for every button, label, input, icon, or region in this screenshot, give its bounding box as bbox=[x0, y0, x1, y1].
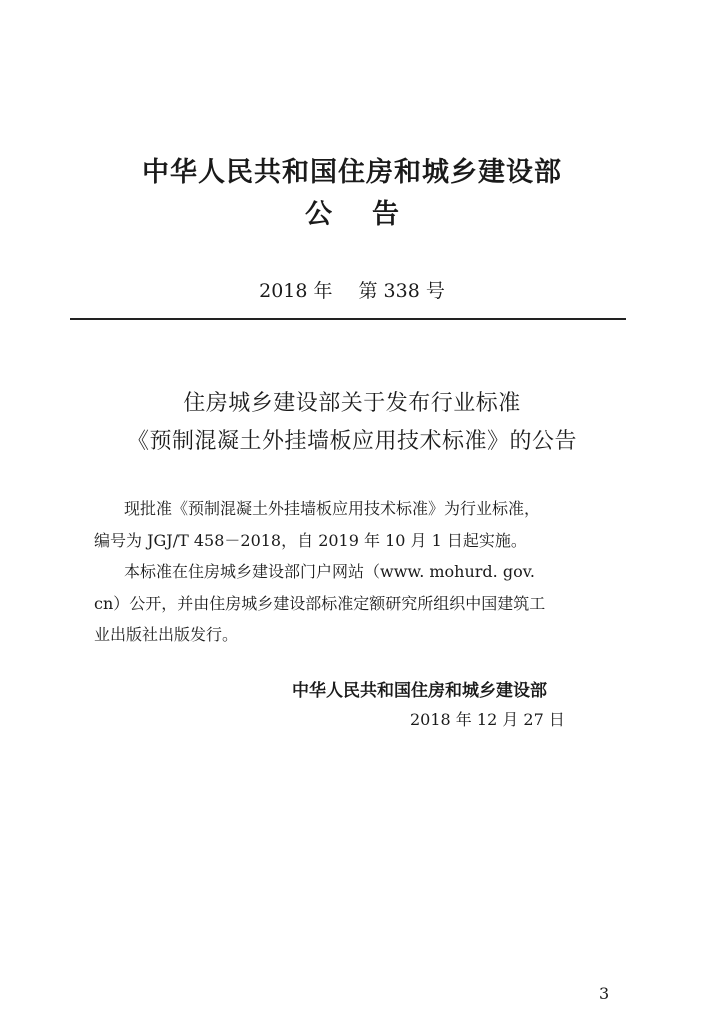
signature-date: 2018 年 12 月 27 日 bbox=[410, 710, 565, 729]
header-divider bbox=[70, 318, 626, 320]
body-paragraph-1 bbox=[94, 493, 642, 556]
paragraph-line: 业出版社出版发行。 bbox=[94, 625, 239, 644]
notice-number: 第 338 号 bbox=[358, 280, 445, 302]
page-number: 3 bbox=[599, 984, 610, 1003]
paragraph-line: 本标准在住房城乡建设部门户网站（www. mohurd. gov. bbox=[124, 562, 535, 581]
document-title-line-1: 住房城乡建设部关于发布行业标准 bbox=[183, 391, 521, 416]
paragraph-line: 编号为 JGJ/T 458－2018，自 2019 年 10 月 1 日起实施。 bbox=[94, 530, 527, 550]
body-paragraph-2 bbox=[94, 556, 642, 651]
notice-heading: 公告 bbox=[305, 199, 439, 230]
notice-year: 2018 年 bbox=[259, 280, 333, 302]
signature-org: 中华人民共和国住房和城乡建设部 bbox=[292, 681, 547, 701]
notice-number-line bbox=[0, 276, 704, 303]
paragraph-line: cn）公开，并由住房城乡建设部标准定额研究所组织中国建筑工 bbox=[94, 593, 546, 613]
document-title-line-2: 《预制混凝土外挂墙板应用技术标准》的公告 bbox=[126, 429, 577, 454]
issuer-heading: 中华人民共和国住房和城乡建设部 bbox=[142, 157, 562, 188]
paragraph-line: 现批准《预制混凝土外挂墙板应用技术标准》为行业标准， bbox=[124, 499, 541, 518]
